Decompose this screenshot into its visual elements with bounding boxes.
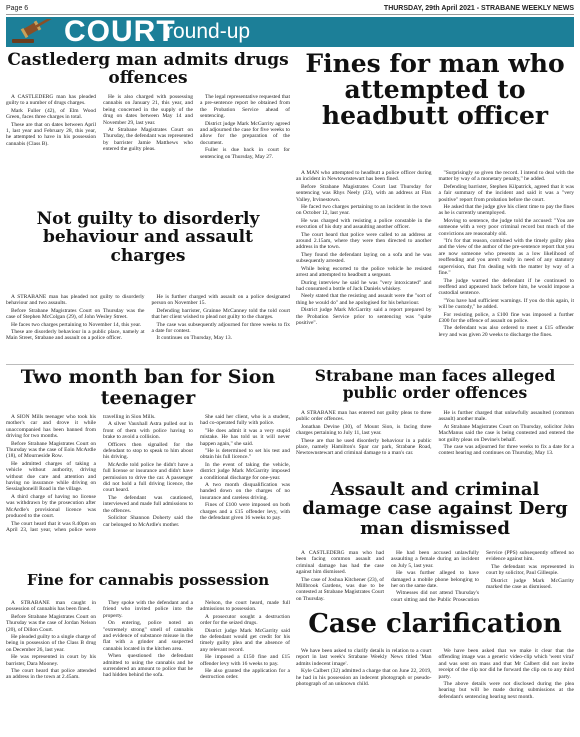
article-paragraph: A silver Vauxhall Astra pulled out in front of them with police having to brake to avoid a collision. [103, 421, 193, 441]
article-paragraph: He was represented in court by his barrister, Dara Mooney. [6, 654, 96, 667]
headline-public-order: Strabane man faces alleged public order offences [314, 366, 556, 402]
article-paragraph: "He is determined to set his test and obtain his full licence." [200, 448, 290, 461]
article-paragraph: Kyle Calbert (32) admitted a charge that on June 22, 2019, he had in his possession an indecent photograph or pseudo-photograph of an unknown child. [296, 668, 432, 688]
article-paragraph: "Surprisingly so given the record. I intend to deal with the matter by way of a monetary penalty," he added. [438, 170, 574, 183]
article-paragraph: The defendant was also ordered to meet a £15 offender levy and was given 20 weeks to discharge the fines. [438, 325, 574, 338]
article-paragraph: District judge Mark McGarrity said a report prepared by the Probation Service prior to sentencing was "quite positive". [296, 307, 432, 326]
article-paragraph: Moving to sentence, the judge told the accused: "You are someone with a very poor criminal record but much of the convictions are reasonably old. [438, 217, 574, 237]
article-paragraph: Witnesses did not attend Thursday's court sitting and the Public Prosecution Service (PPS) subsequently offered no evidence against him. [391, 550, 574, 603]
headline-not-guilty: Not guilty to disorderly behaviour and assault charges [36, 209, 260, 266]
article-paragraph: A STRABANE man has entered not guilty pleas to three public order offences. [296, 410, 432, 423]
article-paragraph: In the event of taking the vehicle, district judge Mark McGarrity imposed a conditional discharge for one-year. [200, 461, 290, 481]
headline-clarification: Case clarification [308, 609, 562, 639]
article-paragraph: He faced two charges pertaining to an incident in the town on October 12, last year. [296, 204, 432, 217]
article-paragraph: Before Strabane Magistrates Court on Thursday was the case of Jordan Nelson (20), of Dillon Court. [6, 613, 96, 633]
section-title: COURT [64, 17, 176, 47]
headline-headbutt: Fines for man who attempted to headbutt officer [305, 49, 565, 130]
article-paragraph: Officers then signalled for the defendant to stop to speak to him about his driving. [103, 441, 193, 461]
article-paragraph: At Strabane Magistrates Court on Thursday, the defendant was represented by barrister Jamie Matthews who entered the guilty pleas. [103, 127, 193, 153]
gavel-icon [10, 19, 62, 45]
article-paragraph: While being escorted to the police vehicle he resisted arrest and attempted to headbutt a sergeant. [296, 265, 432, 279]
article-paragraph: A third charge of having no license was withdrawn by the prosecution after McArdle's provisional licence was produced to the court. [6, 493, 96, 520]
article-paragraph: The case was subsequently adjourned for three weeks to fix a date for contest. [151, 321, 290, 335]
article-paragraph: She said her client, who is a student, had co-operated fully with police. [200, 414, 290, 427]
article-paragraph: A CASTLEDERG man who had been facing common assault and criminal damage has had the case against him dismissed. [296, 550, 384, 576]
article-paragraph: The defendant was represented in court by solicitor, Paul Gillespie. [486, 563, 574, 577]
article-paragraph: At Strabane Magistrates Court on Thursday, solicitor John MacManus said the case is being contested and entered the not guilty pleas on Devine's behalf. [438, 423, 574, 443]
article-paragraph: "It's for that reason, combined with the timely guilty plea and the view of the author of the pre-sentence report that you are now someone who presents as a low likelihood of reoffending and you aren't really in need of any statutory supervision, that I'm dealing with the matter by way of a fine." [438, 238, 574, 277]
section-subtitle: round-up [166, 20, 251, 43]
article-paragraph: District judge Mark McGarrity marked the case as dismissed. [486, 577, 574, 591]
article-not-guilty-body [6, 294, 290, 358]
article-paragraph: He faces two charges pertaining to November 14, this year. [11, 321, 142, 328]
article-paragraph: He had been accused unlawfully assaulting a female during an incident on July 5, last year. [391, 550, 479, 569]
article-paragraph: He pleaded guilty to a single charge of being in possession of the Class B drug on December 26, last year. [6, 634, 96, 653]
article-paragraph: For resisting police, a £100 fine was imposed a further £300 for the offence of assault on police. [438, 311, 574, 324]
article-paragraph: Solicitor Shannon Doherty said the car belonged to McArdle's mother. [103, 515, 193, 528]
headline-castlederg: Castlederg man admits drugs offences [7, 50, 289, 89]
article-public-order-body [296, 410, 574, 478]
headline-cannabis: Fine for cannabis possession [26, 571, 270, 589]
article-paragraph: He admitted charges of taking a vehicle without authority, driving without due care and attention and having no insurance while driving on Sessiaghoneill Road in the village. [6, 460, 96, 493]
article-paragraph: He is also charged with possessing cannabis on January 21, this year, and being concerned in the supply of the drug on dates between May 14 and November 29, last year. [103, 94, 193, 126]
page-number: Page 6 [6, 5, 29, 12]
article-derg-body [296, 550, 574, 608]
article-paragraph: The case of Joshua Kitchener (23), of Millbrook Gardens, was due to be contested at Strabane Magistrates Court on Thursday. [296, 576, 384, 602]
article-paragraph: During interview he said he was "very intoxicated" and had consumed a bottle of Jack Daniels whiskey. [296, 279, 432, 292]
article-paragraph: The judge warned the defendant if he continued to reoffend and appeared back before him, he would impose a custodial sentence. [438, 277, 574, 297]
headline-two-month-ban: Two month ban for Sion teenager [20, 366, 276, 409]
article-paragraph: Defending barrister, Grainne McCanney told the told court that her client wished to plead not guilty to the charges. [151, 307, 290, 321]
article-paragraph: Jonathan Devine (30), of Mount Sion, is facing three charges pertaining to July 11, last year. [296, 423, 432, 437]
article-paragraph: On entering, police noted an "extremely strong" smell of cannabis and evidence of substance misuse in the flat with a grinder and suspected cannabis located in the kitchen area. [103, 620, 193, 652]
article-paragraph: Neely stated that the resisting and assault were the "sort of thing he would do" and he apologised for his behaviour. [296, 293, 432, 306]
article-paragraph: We have been asked that we make it clear that the offending image was a generic video-clip which 'went viral' and was sent on mass and that Mr Calbert did not invite receipt of the clip nor did he forward the clip on to any third party. [438, 648, 574, 680]
article-paragraph: A STRABANE man has pleaded not guilty to disorderly behaviour and two assaults. [6, 294, 145, 307]
article-paragraph: A STRABANE man caught in possession of cannabis has been fined. [6, 600, 96, 613]
article-paragraph: The court heard that police attended an address in the town at 2.45am. [6, 668, 96, 681]
article-paragraph: A SION Mills teenager who took his mother's car and drove it while unaccompanied has been banned from driving for two months. [6, 414, 96, 440]
article-paragraph: He is further charged with assault on a police designated person on November 15. [151, 294, 290, 307]
divider [6, 364, 574, 365]
article-paragraph: A CASTLEDERG man has pleaded guilty to a number of drugs charges. [6, 94, 96, 107]
article-paragraph: He was charged with resisting a police constable in the execution of his duty and assaulting another officer. [296, 217, 432, 231]
article-paragraph: The case was adjourned for three weeks to fix a date for a contest hearing and continues on Thursday, May 13. [438, 444, 574, 457]
article-clarification-body [296, 648, 574, 732]
article-paragraph: A MAN who attempted to headbutt a police officer during an incident in Newtownstewart has been fined. [296, 170, 432, 183]
article-two-month-ban-body [6, 414, 290, 566]
article-paragraph: McArdle told police he didn't have a full license or insurance and didn't have permission to drive the car. A passenger did not hold a full driving licence, the court heard. [103, 461, 193, 494]
article-paragraph: These are that he used disorderly behaviour in a public place, namely Hamilton's Spar car park, Strabane Road, Newtownstewart and criminal damage to a man's car. [296, 437, 432, 457]
article-cannabis-body [6, 600, 290, 732]
article-paragraph: When questioned the defendant admitted to using the cannabis and he surrendered an amount to police that he had hidden behind the sofa. [103, 653, 193, 679]
article-paragraph: Before Strabane Magistrates Court last Thursday for sentencing was Rhys Neely (23), with an address at Flax Valley, Irvinestown. [296, 183, 432, 203]
article-paragraph: Mark Fuller (42), of Elm Wood Green, faces three charges in total. [6, 107, 96, 121]
article-paragraph: He asked that the judge give his client time to pay the fines as he is currently unemployed. [438, 204, 574, 217]
article-paragraph: Before Strabane Magistrates Court on Thursday was the case of Stephen McColgan (29), of John Wesley Street. [6, 307, 145, 321]
article-paragraph: A two month disqualification was handed down on the charges of no insurance and careless driving. [200, 482, 290, 501]
article-paragraph: He is further charged that unlawfully assaulted (common assault) another male. [438, 410, 574, 423]
article-paragraph: District judge Mark McGarrity agreed and adjourned the case for five weeks to allow for the preparation of the document. [200, 120, 290, 146]
article-paragraph: Fuller is due back in court for sentencing on Thursday, May 27. [200, 147, 290, 160]
article-paragraph: These are that on dates between April 1, last year and February 28, this year, he attempted to have in his possession cannabis (Class B). [6, 121, 96, 147]
top-rule [6, 14, 574, 15]
article-paragraph: He also granted the application for a destruction order. [200, 668, 290, 681]
article-paragraph: A prosecutor sought a destruction order for the seized drugs. [200, 613, 290, 627]
article-paragraph: We have been asked to clarify details in relation to a court report in last week's Strabane Weekly News titled 'Man admits indecent image'. [296, 648, 432, 667]
article-headbutt-body [296, 170, 574, 362]
article-paragraph: They spoke with the defendant and a friend who invited police into the property. [103, 600, 193, 619]
article-paragraph: Defending barrister, Stephen Kilpatrick, agreed that it was a fair summary of the incident and said it was a "very positive" report from probation before the court. [438, 183, 574, 203]
section-banner [6, 17, 574, 47]
article-paragraph: He was further alleged to have damaged a mobile phone belonging to her on the same date. [391, 570, 479, 590]
article-paragraph: He imposed a £150 fine and £15 offender levy with 16 weeks to pay. [200, 654, 290, 667]
article-paragraph: Nelson, the court heard, made full admissions to possession. [200, 600, 290, 613]
article-paragraph: It continues on Thursday, May 13. [156, 335, 232, 342]
article-paragraph: District judge Mark McGarrity said the defendant would get credit for his timely guilty plea and the absence of any relevant record. [200, 627, 290, 653]
article-paragraph: The defendant was cautioned, interviewed and made full admissions to the offences. [103, 494, 193, 514]
article-castlederg-body [6, 94, 290, 206]
article-paragraph: The legal representative requested that a pre-sentence report be obtained from the Probation Service ahead of sentencing. [200, 94, 290, 120]
article-paragraph: "You have had sufficient warnings. If you do this again, it will be custody," he added. [438, 297, 574, 311]
article-paragraph: Fines of £100 were imposed on both charges and a £15 offender levy, with the defendant given 16 weeks to pay. [200, 502, 290, 522]
article-paragraph: The court heard that it was 8.40pm on April 23, last year, when police were travelling in Sion Mills. [6, 414, 156, 533]
date-line: THURSDAY, 29th April 2021 - STRABANE WEEKLY NEWS [383, 5, 574, 12]
article-paragraph: These are disorderly behaviour in a public place, namely at Main Street, Strabane and assault on a police officer. [6, 329, 145, 342]
article-paragraph: The above details were not disclosed during the plea hearing but will be made during submissions at the defendant's sentencing hearing next month. [438, 681, 574, 700]
article-paragraph: They found the defendant laying on a sofa and he was subsequently arrested. [296, 251, 432, 265]
headline-derg: Assault and criminal damage case against Derg man dismissed [302, 479, 568, 539]
article-paragraph: "He does admit it was a very stupid mistake. He has told us it will never happen again," she said. [200, 427, 290, 447]
article-paragraph: The court heard that police were called to an address at around 2.15am, where they were then directed to another address in the town. [296, 231, 432, 251]
article-paragraph: Before Strabane Magistrates Court on Thursday was the case of Eoin McArdle (18), of Mourneside Row. [6, 440, 96, 460]
